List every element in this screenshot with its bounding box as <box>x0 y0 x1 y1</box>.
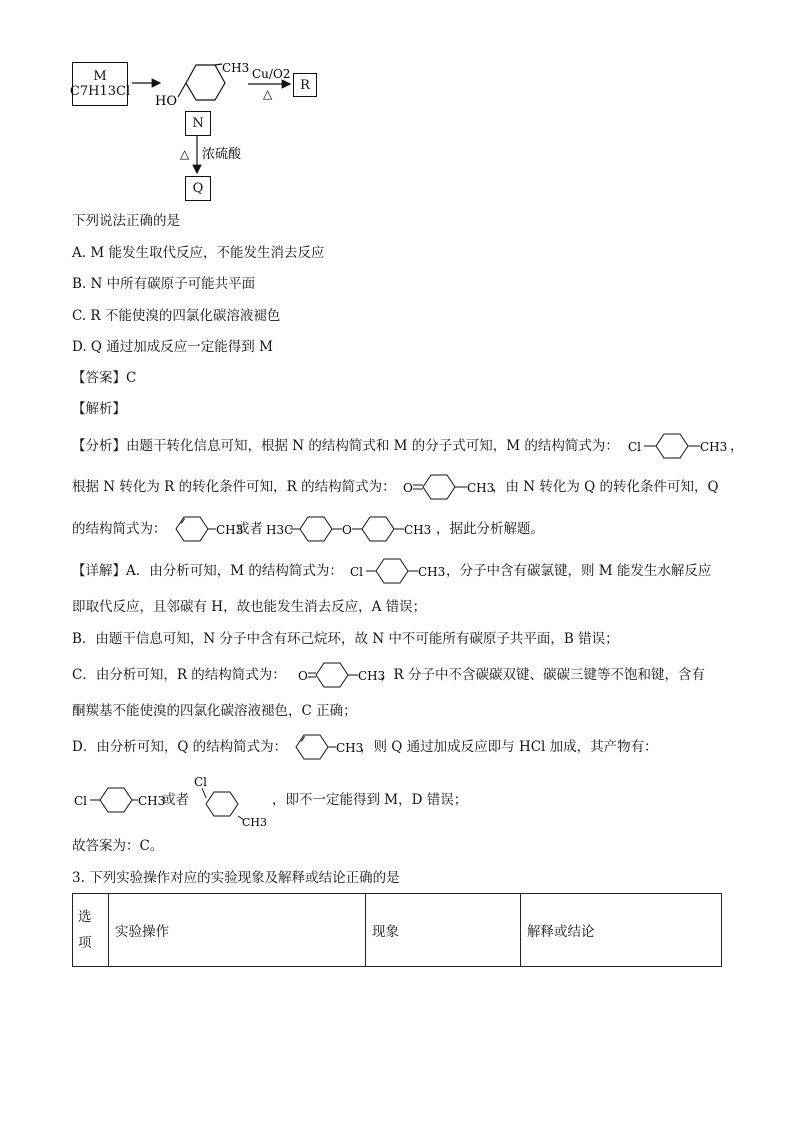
detail-line-4: C．由分析可知，R 的结构简式为： <box>72 667 286 683</box>
ch3-label: CH3 <box>222 61 250 75</box>
svg-text:O: O <box>298 669 308 683</box>
xiangjie-label: 【详解】 <box>72 563 126 579</box>
answer-label: 【答案】 <box>72 370 126 386</box>
heat-condition-q: △ <box>180 147 190 161</box>
option-c: C. R 不能使溴的四氯化碳溶液褪色 <box>72 308 281 324</box>
struct-q-1 <box>172 513 244 545</box>
svg-text:CH3: CH3 <box>242 816 268 829</box>
question-stem: 下列说法正确的是 <box>72 213 180 229</box>
q3-table <box>72 893 722 967</box>
analysis-label: 【解析】 <box>72 401 126 417</box>
svg-text:Cl: Cl <box>628 440 642 454</box>
svg-text:O: O <box>403 481 413 495</box>
svg-text:CH3: CH3 <box>336 741 364 755</box>
final-answer: 故答案为：C。 <box>72 838 164 854</box>
reaction-scheme <box>0 0 794 210</box>
detail-line-2: 即取代反应，且邻碳有 H，故也能发生消去反应，A 错误； <box>72 599 427 615</box>
svg-text:Cl: Cl <box>350 565 364 579</box>
m-box-formula: C7H13Cl <box>69 84 131 99</box>
q3-title: 3. 下列实验操作对应的实验现象及解释或结论正确的是 <box>72 870 400 886</box>
svg-text:Cl: Cl <box>74 794 88 808</box>
conc-sulfuric-acid: 浓硫酸 <box>202 147 242 162</box>
detail-line-3: B．由题干信息可知，N 分子中含有环己烷环，故 N 中不可能所有碳原子共平面，B 错误； <box>72 631 619 647</box>
m-box-label: M <box>93 69 107 84</box>
n-box: N <box>185 111 211 136</box>
option-b: B. N 中所有碳原子可能共平面 <box>72 276 256 292</box>
answer-line <box>72 369 136 387</box>
svg-text:CH3: CH3 <box>358 669 386 683</box>
struct-m-2 <box>348 555 448 587</box>
struct-r-1 <box>401 471 496 503</box>
option-a: A. M 能发生取代反应，不能发生消去反应 <box>72 245 325 261</box>
svg-text:O: O <box>342 523 352 537</box>
svg-text:CH3: CH3 <box>216 523 244 537</box>
cu-o2-condition: Cu/O2 <box>252 67 291 81</box>
option-d: D. Q 通过加成反应一定能得到 M <box>72 339 273 355</box>
detail-line-5: 酮羰基不能使溴的四氯化碳溶液褪色，C 正确； <box>72 703 357 719</box>
struct-m-1 <box>626 430 730 462</box>
table-row <box>73 894 722 967</box>
svg-text:CH3: CH3 <box>404 523 432 537</box>
heat-condition-r: △ <box>263 87 273 101</box>
r-box: R <box>293 73 317 97</box>
fenxi-label: 【分析】 <box>72 438 126 454</box>
header-conclusion: 解释或结论 <box>521 894 722 967</box>
analysis-line-3: 的结构简式为： <box>72 521 167 537</box>
svg-text:CH3: CH3 <box>418 565 446 579</box>
struct-q-2 <box>292 731 364 763</box>
struct-r-2 <box>296 659 388 691</box>
svg-text:H3C: H3C <box>266 523 294 537</box>
cyclohexane-ring <box>186 65 225 100</box>
svg-text:Cl: Cl <box>194 775 208 789</box>
q-box: Q <box>185 176 211 201</box>
header-phenomenon: 现象 <box>366 894 521 967</box>
svg-text:CH3: CH3 <box>467 481 495 495</box>
struct-m-3 <box>72 784 170 816</box>
header-option: 选项 <box>73 894 109 967</box>
analysis-line-1: 【分析】由题干转化信息可知，根据 N 的结构简式和 M 的分子式可知，M 的结构简式为： <box>72 438 619 454</box>
ho-label: HO <box>155 94 177 109</box>
header-operation: 实验操作 <box>109 894 366 967</box>
struct-ether <box>264 513 436 545</box>
svg-text:CH3: CH3 <box>700 440 728 454</box>
detail-line-6: D．由分析可知，Q 的结构简式为： <box>72 739 288 755</box>
struct-1-chloro-3-methyl <box>194 772 274 830</box>
svg-text:CH3: CH3 <box>138 794 166 808</box>
analysis-line-2: 根据 N 转化为 R 的转化条件可知，R 的结构简式为： <box>72 479 396 495</box>
answer-value: C <box>126 370 137 386</box>
detail-line-1: 【详解】A．由分析可知，M 的结构简式为： <box>72 563 343 579</box>
